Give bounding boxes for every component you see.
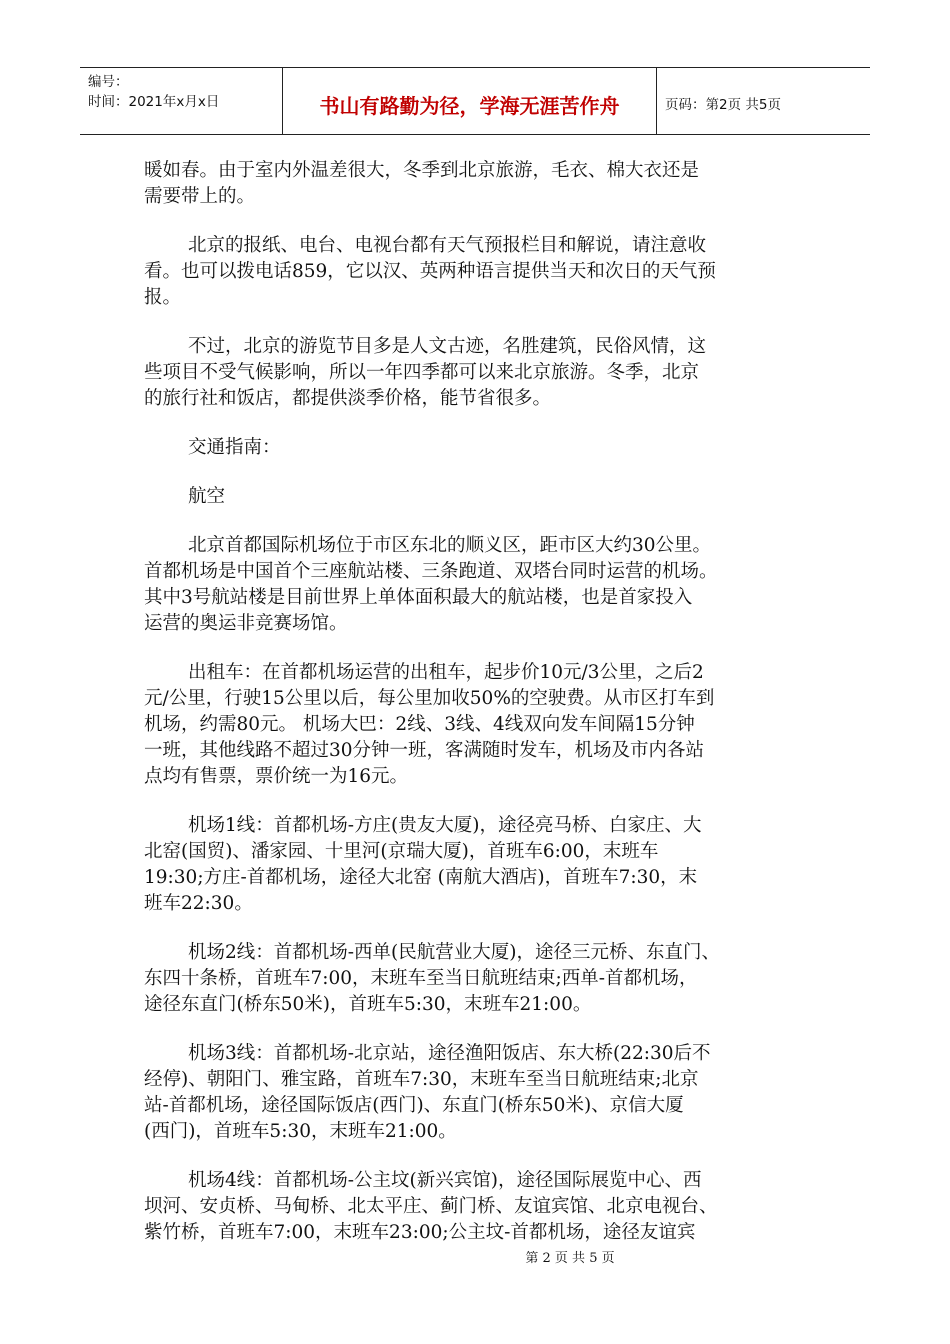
paragraph: 不过，北京的游览节目多是人文古迹，名胜建筑，民俗风情，这 些项目不受气候影响，所以一年四季都可以来北京旅游。冬季，北京 的旅行社和饭店，都提供淡季价格，能节省很多。 <box>144 336 707 409</box>
paragraph: 北京的报纸、电台、电视台都有天气预报栏目和解说，请注意收 看。也可以拨电话859，它以汉、英两种语言提供当天和次日的天气预 报。 <box>144 235 716 308</box>
paragraph: 机场3线：首都机场-北京站，途径渔阳饭店、东大桥(22:30后不 经停)、朝阳门、雅宝路，首班车7:30，末班车至当日航班结束;北京 站-首都机场，途径国际饭店(西门)、东直门(桥东50米)、京信大厦 (西门)，首班车5:30，末班车21:00。 <box>144 1043 711 1142</box>
paragraph: 机场2线：首都机场-西单(民航营业大厦)，途径三元桥、东直门、 东四十条桥，首班车7:00，末班车至当日航班结束;西单-首都机场， 途径东直门(桥东50米)，首班车5:30，末班车21:00。 <box>144 942 720 1015</box>
header-meta <box>80 68 283 134</box>
paragraph: 机场1线：首都机场-方庄(贵友大厦)，途径亮马桥、白家庄、大 北窑(国贸)、潘家园、十里河(京瑞大厦)，首班车6:00，末班车 19:30;方庄-首都机场，途径大北窑 (南航大酒店)，首班车7:30，末 班车22:30。 <box>144 815 702 914</box>
paragraph: 暖如春。由于室内外温差很大，冬季到北京旅游，毛衣、棉大衣还是 需要带上的。 <box>144 160 700 207</box>
document-body <box>144 158 810 1269</box>
paragraph: 北京首都国际机场位于市区东北的顺义区，距市区大约30公里。 首都机场是中国首个三座航站楼、三条跑道、双塔台同时运营的机场。 其中3号航站楼是目前世界上单体面积最大的航站楼，也是首家投入 运营的奥运非竞赛场馆。 <box>144 535 718 634</box>
header-page-code: 页码：第2页 共5页 <box>665 97 781 113</box>
paragraph: 机场4线：首都机场-公主坟(新兴宾馆)，途径国际展览中心、西 坝河、安贞桥、马甸桥、北太平庄、蓟门桥、友谊宾馆、北京电视台、 紫竹桥，首班车7:00，末班车23:00;公主坟-首都机场，途径友谊宾 <box>144 1170 718 1243</box>
paragraph: 出租车：在首都机场运营的出租车，起步价10元/3公里，之后2 元/公里，行驶15公里以后，每公里加收50%的空驶费。从市区打车到 机场，约需80元。 机场大巴：2线、3线、4线双向发车间隔15分钟 一班，其他线路不超过30分钟一班，客满随时发车，机场及市内各站 点均有售票，票价统一为16元。 <box>144 662 715 787</box>
section-heading: 交通指南： <box>188 437 281 458</box>
header-table <box>80 67 870 135</box>
header-motto: 书山有路勤为径，学海无涯苦作舟 <box>283 68 657 134</box>
subsection-heading: 航空 <box>188 486 226 507</box>
page-footer: 第 2 页 共 5 页 <box>525 1251 615 1266</box>
document-number-label: 编号： <box>88 74 129 90</box>
document-time-label: 时间：2021年x月x日 <box>88 94 220 110</box>
